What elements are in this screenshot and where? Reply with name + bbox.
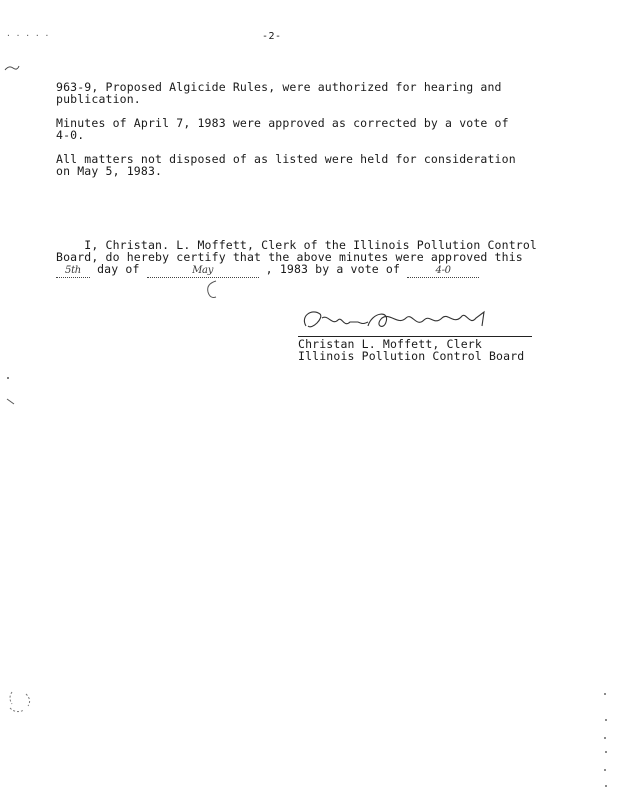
- paragraph-line: publication.: [56, 92, 141, 106]
- handwritten-signature: [298, 304, 534, 338]
- page-number: -2-: [262, 31, 282, 42]
- handwritten-vote: 4-0: [407, 265, 479, 278]
- certification-line: I, Christan. L. Moffett, Clerk of the Illinois Pollution Control: [56, 238, 538, 252]
- handwritten-month: May: [147, 265, 259, 278]
- certification-line: [56, 263, 556, 278]
- signatory: [298, 338, 524, 362]
- paragraph-line: All matters not disposed of as listed were held for consideration: [56, 152, 516, 166]
- signatory-organization: Illinois Pollution Control Board: [298, 349, 525, 363]
- signatory-name: Christan L. Moffett, Clerk: [298, 337, 482, 351]
- paragraph-minutes-approval: [56, 117, 546, 141]
- certification-line: Board, do hereby certify that the above minutes were approved this: [56, 250, 523, 264]
- scan-artifact: [6, 376, 12, 380]
- paragraph-matters-held: [56, 153, 546, 177]
- paragraph-line: on May 5, 1983.: [56, 164, 163, 178]
- scan-edge-marks: [600, 690, 612, 794]
- handwritten-flourish: [202, 278, 224, 302]
- punch-hole-mark: [6, 688, 34, 718]
- certification-text: , 1983 by a vote of: [258, 262, 408, 276]
- paragraph-algicide-rules: [56, 81, 546, 105]
- paragraph-line: Minutes of April 7, 1983 were approved as corrected by a vote of: [56, 116, 509, 130]
- handwritten-day: 5th: [56, 265, 90, 278]
- scan-artifact: [6, 398, 16, 406]
- scan-specks: . . . . .: [6, 29, 50, 38]
- clerk-certification: [56, 239, 556, 278]
- paragraph-line: 4-0.: [56, 128, 85, 142]
- scan-artifact: [4, 64, 20, 72]
- paragraph-line: 963-9, Proposed Algicide Rules, were authorized for hearing and: [56, 80, 502, 94]
- certification-text: day of: [90, 262, 147, 276]
